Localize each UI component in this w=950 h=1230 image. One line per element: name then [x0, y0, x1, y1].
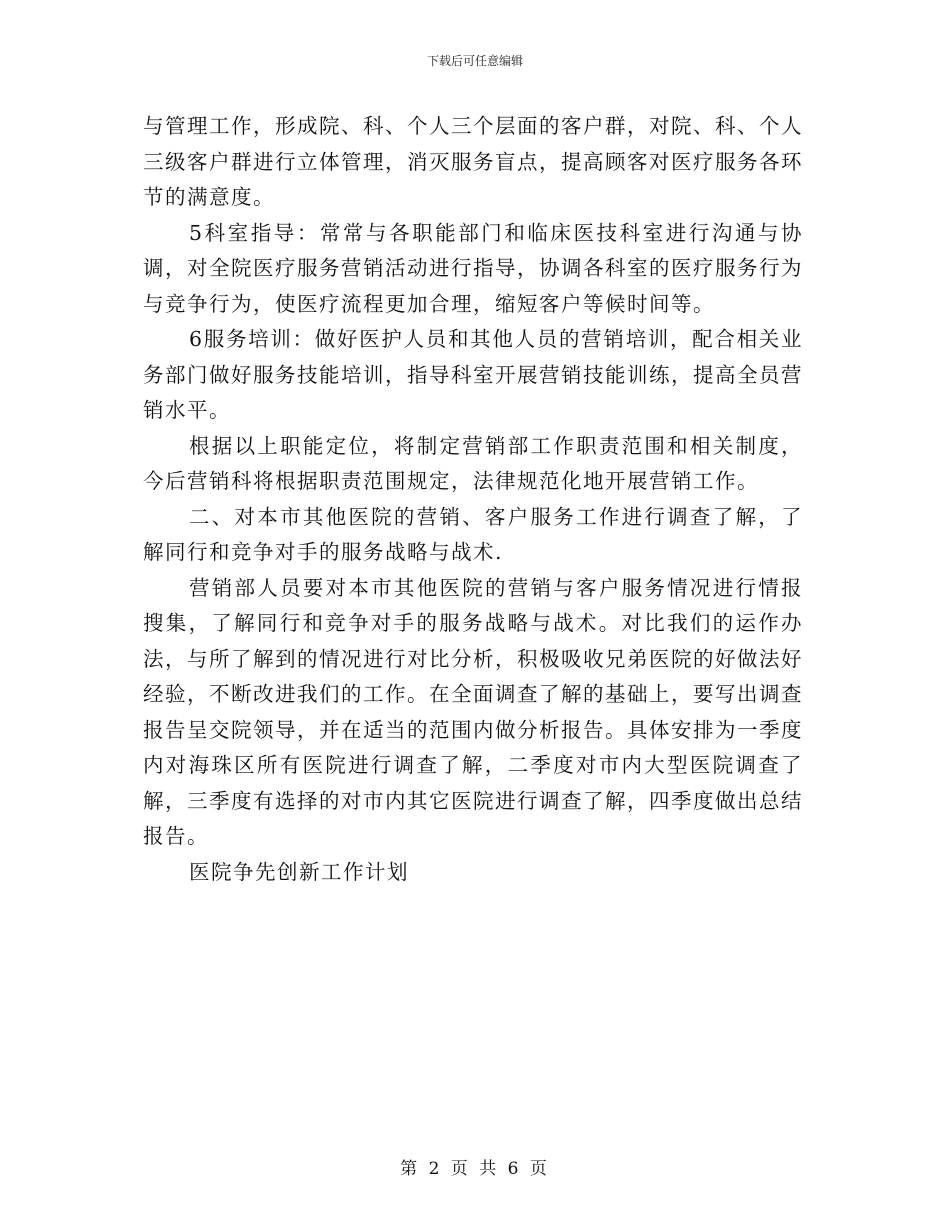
document-body	[143, 109, 803, 890]
paragraph-plan-title: 医院争先创新工作计划	[189, 859, 409, 884]
paragraph-dept-guidance: 5科室指导：常常与各职能部门和临床医技科室进行沟通与协调，对全院医疗服务营销活动进行指导，协调各科室的医疗服务行为与竞争行为，使医疗流程更加合理，缩短客户等候时间等。	[143, 220, 803, 316]
paragraph-service-training: 6服务培训：做好医护人员和其他人员的营销培训，配合相关业务部门做好服务技能培训，指导科室开展营销技能训练，提高全员营销水平。	[143, 327, 803, 422]
paragraph-survey-details: 营销部人员要对本市其他医院的营销与客户服务情况进行情报搜集，了解同行和竞争对手的服务战略与战术。对比我们的运作办法，与所了解到的情况进行对比分析，积极吸收兄弟医院的好做法好经验，不断改进我们的工作。在全面调查了解的基础上，要写出调查报告呈交院领导，并在适当的范围内做分析报告。具体安排为一季度内对海珠区所有医院进行调查了解，二季度对市内大型医院调查了解，三季度有选择的对市内其它医院进行调查了解，四季度做出总结报告。	[143, 575, 803, 848]
section-heading-survey: 二、对本市其他医院的营销、客户服务工作进行调查了解，了解同行和竞争对手的服务战略与战术.	[143, 504, 803, 564]
page-number-footer: 第 2 页 共 6 页	[400, 1159, 550, 1179]
paragraph-continuation: 与管理工作，形成院、科、个人三个层面的客户群，对院、科、个人三级客户群进行立体管理，消灭服务盲点，提高顾客对医疗服务各环节的满意度。	[143, 114, 803, 209]
page-header-note: 下载后可任意编辑	[426, 54, 523, 68]
paragraph-function-positioning: 根据以上职能定位，将制定营销部工作职责范围和相关制度，今后营销科将根据职责范围规定，法律规范化地开展营销工作。	[143, 433, 803, 493]
